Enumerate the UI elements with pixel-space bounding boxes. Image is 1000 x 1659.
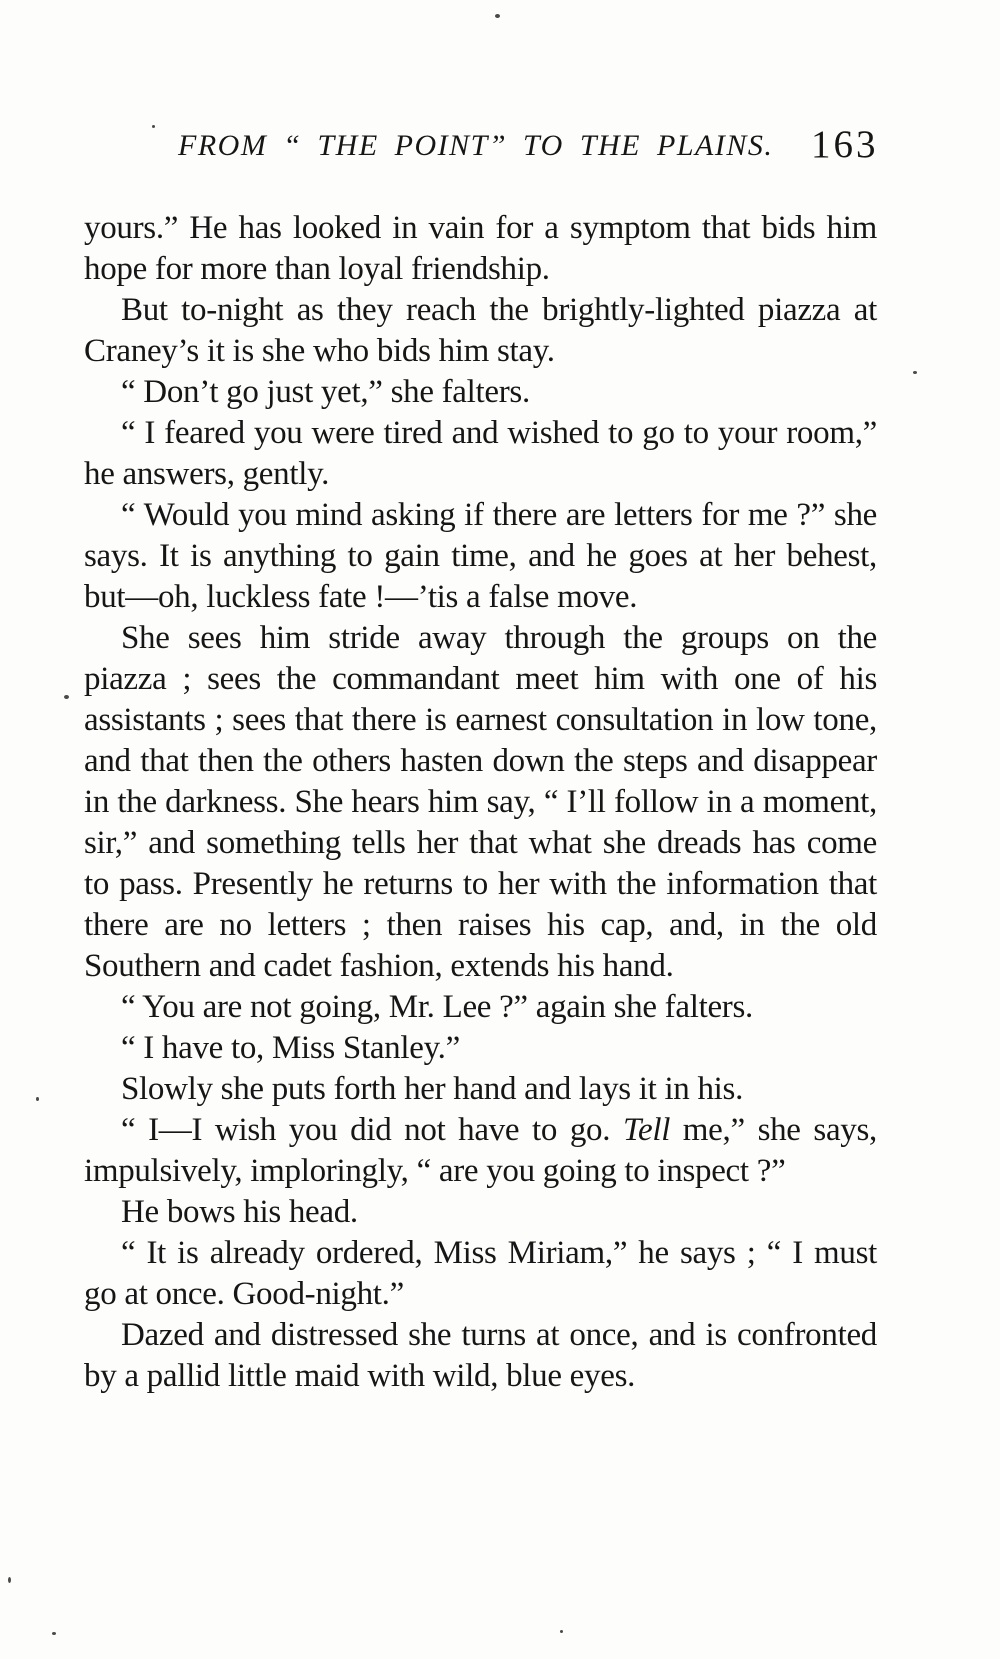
scan-speck [913,371,917,374]
running-title: FROM “ THE POINT” TO THE PLAINS. [178,129,774,162]
page-number: 163 [811,123,879,166]
text-segment: “ Don’t go just yet,” she falters. [121,374,530,410]
text-segment: Slowly she puts forth her hand and lays it in his. [121,1071,744,1107]
scan-speck [495,14,500,18]
text-segment: He bows his head. [121,1194,358,1230]
paragraph [84,618,877,987]
text-segment: “ It is already ordered, Miss Miriam,” he says ; “ I must go at once. Good-night.” [84,1235,877,1312]
text-segment: Dazed and distressed she turns at once, and is confronted by a pallid little maid with wild, blue eyes. [84,1317,877,1394]
paragraph [84,372,877,413]
scan-speck [64,695,69,699]
text-segment: “ Would you mind asking if there are letters for me ?” she says. It is anything to gain time, and he goes at her behest, but—oh, luckless fate !—’tis a false move. [84,497,877,615]
scan-speck [52,1632,56,1635]
scan-speck [152,125,155,128]
paragraph [84,1315,877,1397]
scan-speck [8,1577,11,1583]
body-text [84,208,877,1397]
text-segment: yours.” He has looked in vain for a symptom that bids him hope for more than loyal friendship. [84,210,877,287]
text-segment: “ I have to, Miss Stanley.” [121,1030,460,1066]
scan-speck [36,1097,39,1101]
text-segment: me,” she says, impulsively, imploringly, “ are you going to inspect ?” [84,1112,877,1189]
paragraph [84,290,877,372]
paragraph [84,495,877,618]
text-segment: “ I—I wish you did not have to go. [121,1112,623,1148]
paragraph [84,208,877,290]
paragraph [84,987,877,1028]
paragraph [84,413,877,495]
italic-text: Tell [622,1112,671,1148]
text-segment: “ You are not going, Mr. Lee ?” again she falters. [121,989,753,1025]
paragraph [84,1110,877,1192]
paragraph [84,1192,877,1233]
paragraph [84,1069,877,1110]
text-segment: “ I feared you were tired and wished to go to your room,” he answers, gently. [84,415,877,492]
text-segment: She sees him stride away through the groups on the piazza ; sees the commandant meet him with one of his assistants ; sees that there is earnest consultation in low tone, and that then the others hasten down the steps and disappear in the darkness. She hears him say, “ I’ll follow in a moment, sir,” and something tells her that what she dreads has come to pass. Presently he returns to her with the information that there are no letters ; then raises his cap, and, in the old Southern and cadet fashion, extends his hand. [84,620,877,984]
paragraph [84,1028,877,1069]
scan-speck [560,1630,563,1633]
paragraph [84,1233,877,1315]
text-segment: But to-night as they reach the brightly-lighted piazza at Craney’s it is she who bids him stay. [84,292,877,369]
